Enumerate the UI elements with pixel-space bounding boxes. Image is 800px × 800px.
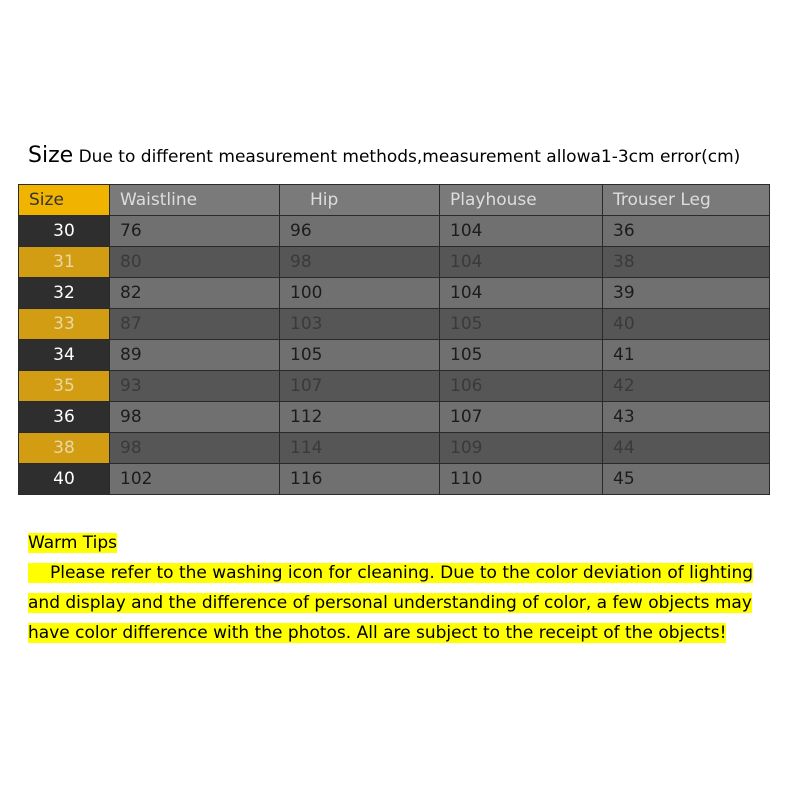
size-cell: 36 <box>19 402 110 433</box>
trouser-leg-cell: 36 <box>603 216 770 247</box>
warm-tips-line: have color difference with the photos. All are subject to the receipt of the objects! <box>28 623 727 643</box>
waistline-cell: 80 <box>110 247 280 278</box>
playhouse-cell: 110 <box>440 464 603 495</box>
hip-cell: 105 <box>280 340 440 371</box>
warm-tips-line: Please refer to the washing icon for cleaning. Due to the color deviation of lighting <box>28 563 753 583</box>
table-row <box>19 340 770 371</box>
playhouse-cell: 106 <box>440 371 603 402</box>
trouser-leg-cell: 43 <box>603 402 770 433</box>
trouser-leg-cell: 40 <box>603 309 770 340</box>
size-cell: 30 <box>19 216 110 247</box>
header-size: Size <box>19 185 110 216</box>
table-row <box>19 278 770 309</box>
waistline-cell: 102 <box>110 464 280 495</box>
header-trouser-leg: Trouser Leg <box>603 185 770 216</box>
playhouse-cell: 104 <box>440 216 603 247</box>
waistline-cell: 93 <box>110 371 280 402</box>
hip-cell: 107 <box>280 371 440 402</box>
waistline-cell: 87 <box>110 309 280 340</box>
waistline-cell: 76 <box>110 216 280 247</box>
trouser-leg-cell: 39 <box>603 278 770 309</box>
size-cell: 40 <box>19 464 110 495</box>
size-cell: 38 <box>19 433 110 464</box>
trouser-leg-cell: 42 <box>603 371 770 402</box>
size-cell: 31 <box>19 247 110 278</box>
size-chart-table <box>18 184 770 495</box>
playhouse-cell: 104 <box>440 278 603 309</box>
warm-tips-line: and display and the difference of personal understanding of color, a few objects may <box>28 593 752 613</box>
table-row <box>19 216 770 247</box>
heading-size-word: Size <box>28 143 74 168</box>
table-row <box>19 371 770 402</box>
hip-cell: 103 <box>280 309 440 340</box>
table-row <box>19 464 770 495</box>
hip-cell: 100 <box>280 278 440 309</box>
playhouse-cell: 104 <box>440 247 603 278</box>
playhouse-cell: 109 <box>440 433 603 464</box>
hip-cell: 112 <box>280 402 440 433</box>
table-row <box>19 433 770 464</box>
size-chart-heading <box>28 140 788 173</box>
table-row <box>19 247 770 278</box>
playhouse-cell: 105 <box>440 309 603 340</box>
hip-cell: 96 <box>280 216 440 247</box>
waistline-cell: 98 <box>110 402 280 433</box>
header-hip: Hip <box>280 185 440 216</box>
trouser-leg-cell: 44 <box>603 433 770 464</box>
size-cell: 33 <box>19 309 110 340</box>
waistline-cell: 82 <box>110 278 280 309</box>
hip-cell: 114 <box>280 433 440 464</box>
header-playhouse: Playhouse <box>440 185 603 216</box>
header-waistline: Waistline <box>110 185 280 216</box>
table-row <box>19 309 770 340</box>
trouser-leg-cell: 38 <box>603 247 770 278</box>
waistline-cell: 89 <box>110 340 280 371</box>
size-cell: 34 <box>19 340 110 371</box>
waistline-cell: 98 <box>110 433 280 464</box>
warm-tips-title: Warm Tips <box>28 533 118 553</box>
table-header-row <box>19 185 770 216</box>
playhouse-cell: 107 <box>440 402 603 433</box>
warm-tips-section <box>28 528 768 648</box>
table-row <box>19 402 770 433</box>
heading-note: Due to different measurement methods,measurement allowa1-3cm error(cm) <box>73 147 741 167</box>
warm-tips-body <box>28 558 768 648</box>
playhouse-cell: 105 <box>440 340 603 371</box>
trouser-leg-cell: 41 <box>603 340 770 371</box>
trouser-leg-cell: 45 <box>603 464 770 495</box>
hip-cell: 116 <box>280 464 440 495</box>
size-cell: 35 <box>19 371 110 402</box>
size-cell: 32 <box>19 278 110 309</box>
hip-cell: 98 <box>280 247 440 278</box>
